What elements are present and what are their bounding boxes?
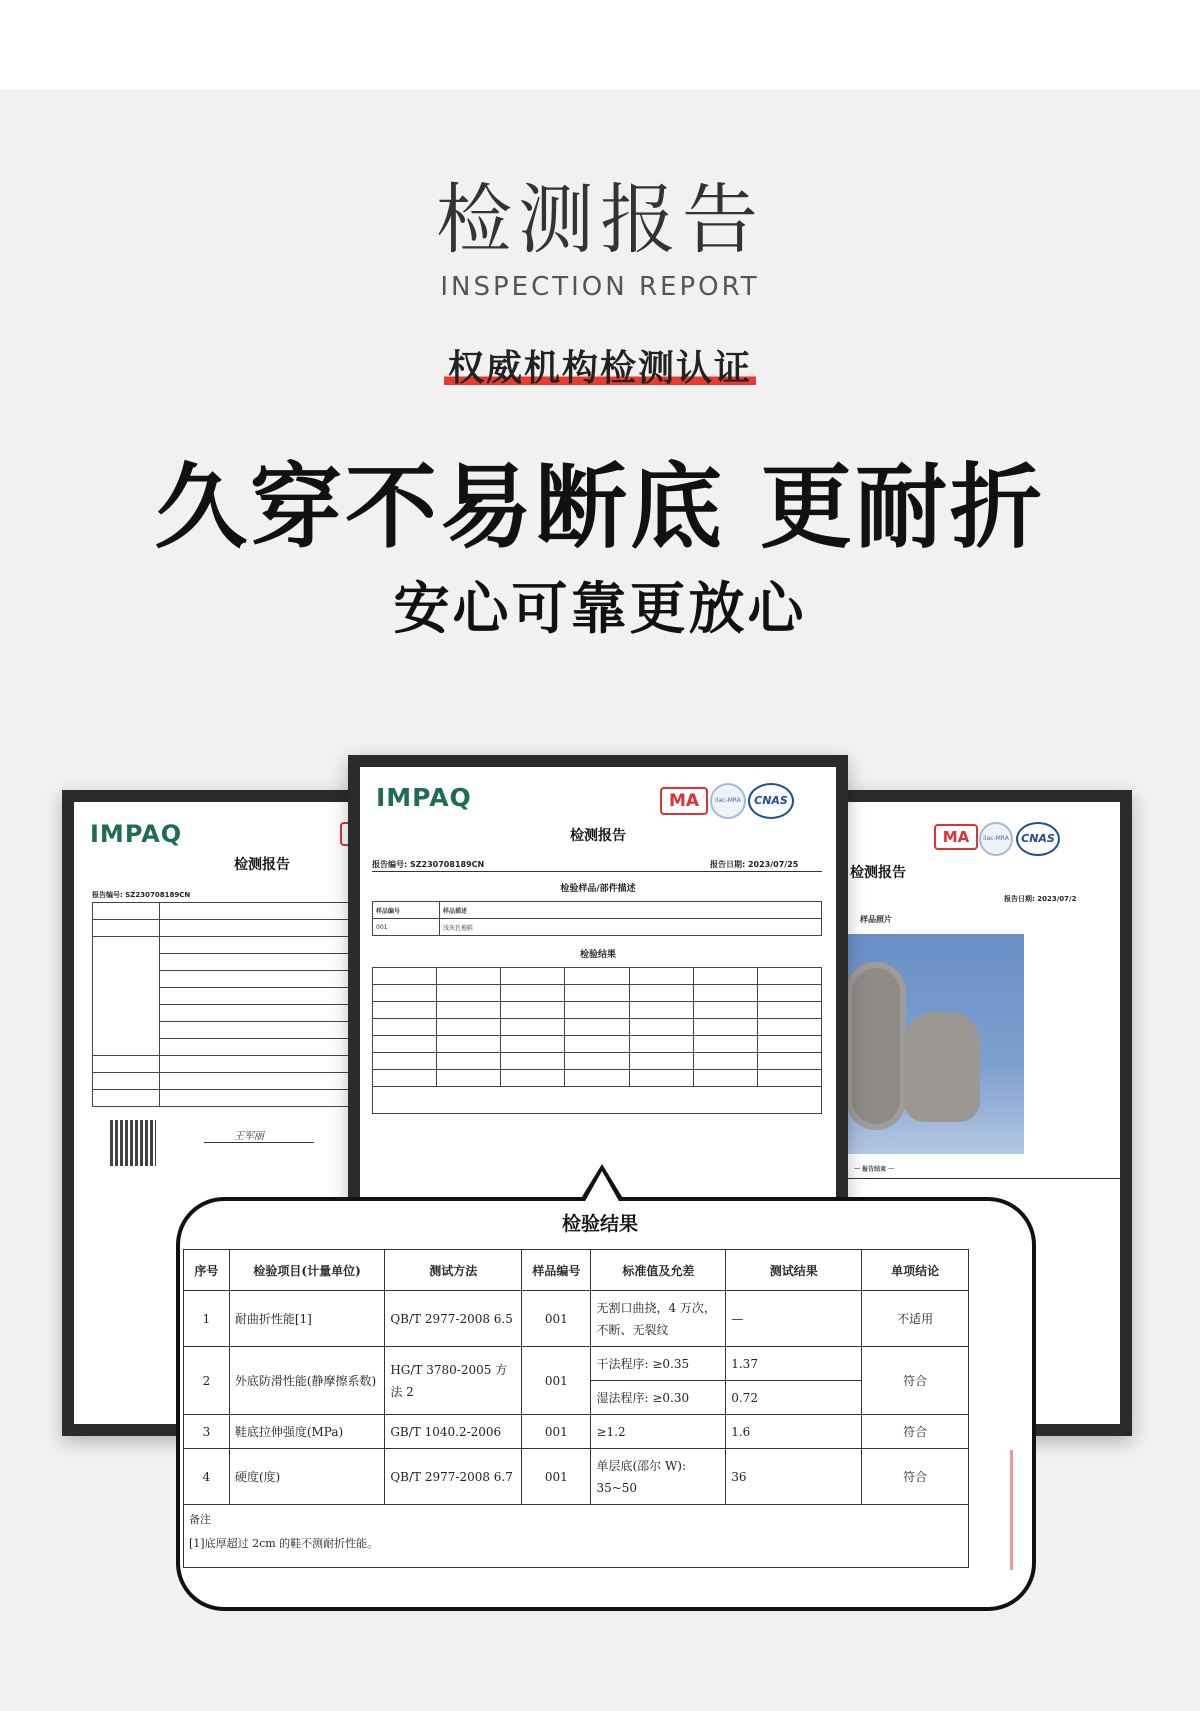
col-standard: 标准值及允差 (591, 1250, 726, 1291)
row-standard: 无割口曲挠，4 万次，不断、无裂纹 (591, 1291, 726, 1347)
note-cell (184, 1505, 969, 1568)
center-header-line (372, 871, 822, 872)
center-sample-section: 检验样品/部件描述 (560, 884, 636, 894)
right-report-end: 一 报告结束 一 (854, 1166, 895, 1173)
row-result-wet: 0.72 (726, 1381, 862, 1415)
slipper-image-2 (904, 1012, 980, 1122)
left-report-logo: IMPAQ (90, 820, 183, 848)
results-table (183, 1249, 969, 1568)
callout-stamp-fragment (1010, 1450, 1029, 1570)
row-item: 鞋底拉伸强度(MPa) (229, 1415, 385, 1449)
subtitle-highlight: 权威机构检测认证 (444, 340, 756, 391)
left-report-table (92, 902, 382, 1107)
row-standard-dry: 干法程序: ≥0.35 (591, 1347, 726, 1381)
row-result-dry: 1.37 (726, 1347, 862, 1381)
left-qr-code (110, 1120, 156, 1166)
sample-photo (824, 934, 1024, 1154)
sample-no: 001 (373, 919, 440, 936)
center-report-title: 检测报告 (570, 828, 626, 844)
row-no: 4 (184, 1449, 230, 1505)
center-ilac-mark: ilac-MRA (710, 783, 746, 819)
right-report-date: 报告日期: 2023/07/2 (1004, 895, 1077, 903)
left-report-number: 报告编号: SZ230708189CN (92, 891, 191, 899)
center-report-date: 报告日期: 2023/07/25 (710, 860, 799, 869)
note-text: [1]底厚超过 2cm 的鞋不测耐折性能。 (189, 1537, 379, 1550)
slipper-image (846, 962, 906, 1130)
row-conclusion: 符合 (862, 1449, 969, 1505)
row-method: QB/T 2977-2008 6.7 (385, 1449, 522, 1505)
row-item: 耐曲折性能[1] (229, 1291, 385, 1347)
note-label: 备注 (189, 1513, 211, 1526)
row-result: 36 (726, 1449, 862, 1505)
row-sample: 001 (522, 1347, 591, 1415)
right-cnas-mark: CNAS (1016, 822, 1060, 856)
row-conclusion: 符合 (862, 1415, 969, 1449)
col-item: 检验项目(计量单位) (229, 1250, 385, 1291)
sample-desc: 浅灰色拖鞋 (440, 919, 822, 936)
callout-pointer-inner (584, 1171, 620, 1203)
center-report-paper (360, 767, 836, 1213)
table-row (184, 1347, 969, 1381)
center-report-logo: IMPAQ (376, 783, 472, 812)
right-ilac-mark: ilac-MRA (979, 822, 1013, 856)
row-no: 3 (184, 1415, 230, 1449)
row-sample: 001 (522, 1415, 591, 1449)
headline: 久穿不易断底 更耐折 (154, 454, 1046, 561)
table-row (184, 1415, 969, 1449)
col-result: 测试结果 (726, 1250, 862, 1291)
center-report-number: 报告编号: SZ230708189CN (372, 860, 485, 869)
row-method: QB/T 2977-2008 6.5 (385, 1291, 522, 1347)
row-standard: 单层底(邵尔 W): 35~50 (591, 1449, 726, 1505)
row-result: — (726, 1291, 862, 1347)
right-photo-label: 样品照片 (860, 915, 892, 924)
center-cnas-mark: CNAS (748, 783, 794, 819)
table-row (184, 1291, 969, 1347)
note-row (184, 1505, 969, 1568)
sample-header-desc: 样品描述 (440, 902, 822, 919)
left-signature: 王军丽 (234, 1131, 264, 1142)
right-report-line (824, 1178, 1124, 1179)
row-standard: ≥1.2 (591, 1415, 726, 1449)
right-report-title: 检测报告 (850, 865, 906, 881)
row-conclusion: 不适用 (862, 1291, 969, 1347)
table-row (184, 1449, 969, 1505)
center-result-section: 检验结果 (579, 950, 616, 960)
results-title: 检验结果 (561, 1213, 638, 1235)
col-no: 序号 (184, 1250, 230, 1291)
row-no: 1 (184, 1291, 230, 1347)
center-cma-mark: MA (660, 787, 708, 815)
row-item: 外底防滑性能(静摩擦系数) (229, 1347, 385, 1415)
row-sample: 001 (522, 1449, 591, 1505)
left-signature-line (204, 1142, 314, 1143)
subheadline: 安心可靠更放心 (393, 577, 807, 642)
row-conclusion: 符合 (862, 1347, 969, 1415)
row-item: 硬度(度) (229, 1449, 385, 1505)
subtitle-wrap (0, 340, 1200, 391)
row-sample: 001 (522, 1291, 591, 1347)
left-report-title: 检测报告 (234, 857, 290, 873)
center-sample-table (372, 901, 822, 936)
page-title: 检测报告 (436, 175, 764, 264)
row-result: 1.6 (726, 1415, 862, 1449)
row-standard-wet: 湿法程序: ≥0.30 (591, 1381, 726, 1415)
row-method: HG/T 3780-2005 方法 2 (385, 1347, 522, 1415)
col-sample: 样品编号 (522, 1250, 591, 1291)
col-method: 测试方法 (385, 1250, 522, 1291)
center-result-table (372, 967, 822, 1114)
row-no: 2 (184, 1347, 230, 1415)
sample-header-no: 样品编号 (373, 902, 440, 919)
col-conclusion: 单项结论 (862, 1250, 969, 1291)
right-cma-mark: MA (934, 824, 978, 850)
row-method: GB/T 1040.2-2006 (385, 1415, 522, 1449)
results-header-row (184, 1250, 969, 1291)
page-title-english: INSPECTION REPORT (440, 272, 760, 302)
center-report-frame (348, 755, 848, 1225)
